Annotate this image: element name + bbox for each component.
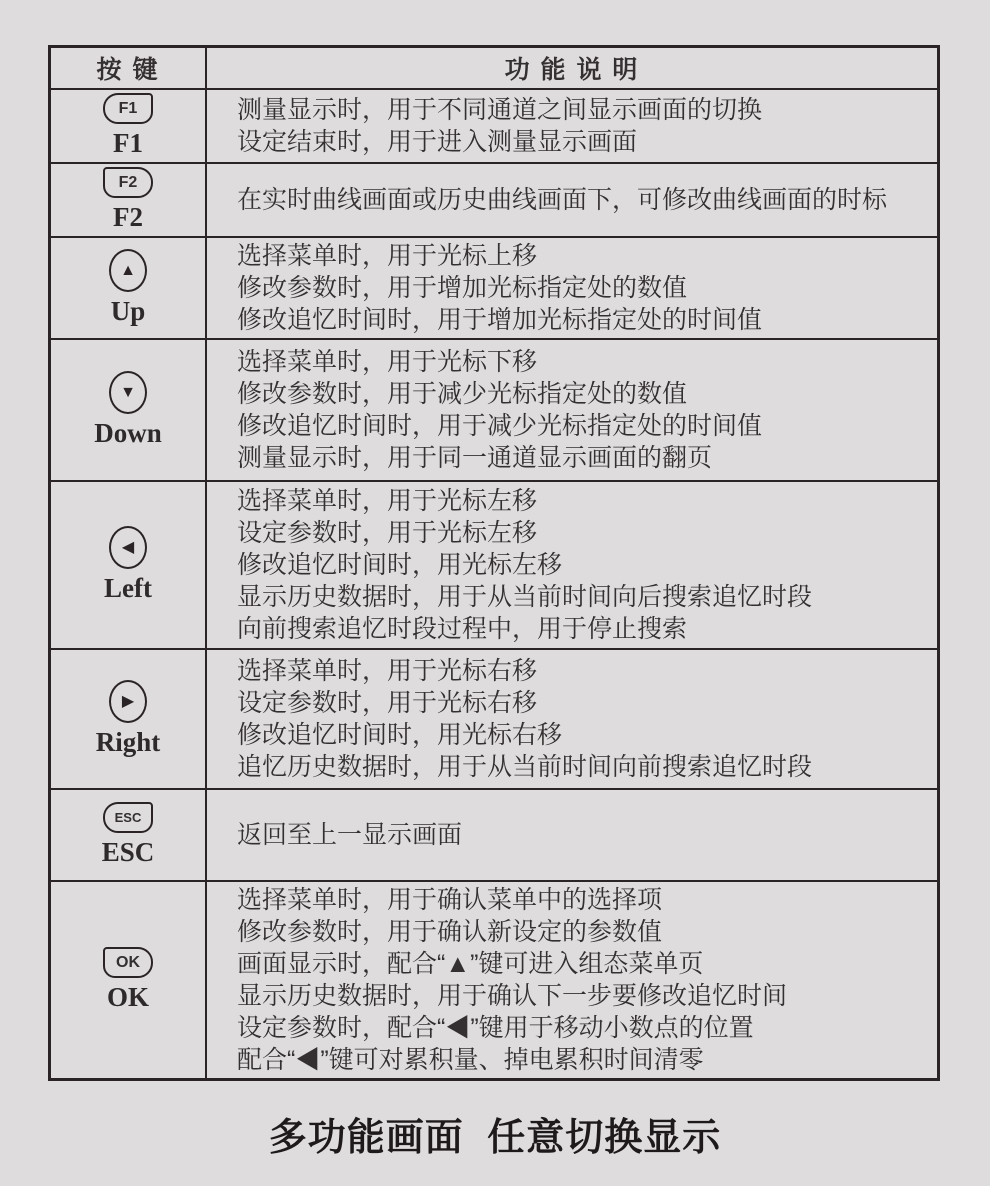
footer-section-title: 多功能画面 任意切换显示 [268,1117,722,1159]
ok-function-line-3: 画面显示时，配合“▲”键可进入组态菜单页 [237,950,704,978]
right-key-label: Right [95,727,161,757]
down-function-line-3: 修改追忆时间时，用于减少光标指定处的时间值 [237,412,763,440]
down-function-cell [205,340,937,480]
up-function-line-2: 修改参数时，用于增加光标指定处的数值 [237,274,688,302]
left-arrow-key-icon [109,526,147,569]
right-function-line-3: 修改追忆时间时，用光标右移 [237,721,563,749]
esc-keycap-text: ESC [114,810,142,825]
down-function-line-2: 修改参数时，用于减少光标指定处的数值 [237,380,688,408]
esc-function-cell [205,790,937,880]
left-function-line-3: 修改追忆时间时，用光标左移 [237,551,563,579]
up-function-line-3: 修改追忆时间时，用于增加光标指定处的时间值 [237,306,763,334]
esc-key-label: ESC [101,837,155,867]
ok-keycap-text: OK [116,953,140,971]
right-arrow-key-icon [109,680,147,723]
esc-key-cell [51,790,205,880]
left-function-line-5: 向前搜索追忆时段过程中，用于停止搜索 [237,615,688,643]
right-function-line-4: 追忆历史数据时，用于从当前时间向前搜索追忆时段 [237,753,813,781]
left-key-cell [51,482,205,648]
f1-key-icon [103,93,153,124]
down-function-line-4: 测量显示时，用于同一通道显示画面的翻页 [237,444,713,472]
key-row-f1 [51,88,937,162]
esc-key-icon [103,802,153,833]
up-key-label: Up [110,296,146,326]
f2-key-label: F2 [113,202,143,232]
ok-function-line-1: 选择菜单时，用于确认菜单中的选择项 [237,886,663,914]
header-function-column: 功 能 说 明 [205,48,937,88]
f1-key-cell [51,90,205,162]
ok-key-icon [103,947,153,978]
down-key-label: Down [94,418,162,448]
down-arrow-key-icon [109,371,147,414]
f2-key-cell [51,164,205,236]
f1-key-label: F1 [113,128,143,158]
f1-function-line-1: 测量显示时，用于不同通道之间显示画面的切换 [237,96,763,124]
key-row-left [51,480,937,648]
key-function-table [48,45,940,1081]
f1-function-cell [205,90,937,162]
up-function-line-1: 选择菜单时，用于光标上移 [237,242,538,270]
key-row-up [51,236,937,338]
up-key-cell [51,238,205,338]
key-row-right [51,648,937,788]
right-function-line-1: 选择菜单时，用于光标右移 [237,657,538,685]
up-arrow-glyph: ▲ [120,261,136,279]
left-function-cell [205,482,937,648]
down-function-line-1: 选择菜单时，用于光标下移 [237,348,538,376]
esc-function-line-1: 返回至上一显示画面 [237,821,463,849]
down-arrow-glyph: ▼ [120,383,136,401]
left-key-label: Left [104,573,152,603]
f1-function-line-2: 设定结束时，用于进入测量显示画面 [237,128,638,156]
ok-key-cell [51,882,205,1078]
left-arrow-glyph: ◀ [121,538,135,556]
key-row-f2 [51,162,937,236]
right-key-cell [51,650,205,788]
left-function-line-1: 选择菜单时，用于光标左移 [237,487,538,515]
key-row-esc [51,788,937,880]
left-function-line-4: 显示历史数据时，用于从当前时间向后搜索追忆时段 [237,583,813,611]
f1-keycap-text: F1 [118,99,138,117]
down-key-cell [51,340,205,480]
f2-keycap-text: F2 [118,173,138,191]
ok-function-cell [205,882,937,1078]
right-arrow-glyph: ▶ [121,692,135,710]
f2-key-icon [103,167,153,198]
key-row-down [51,338,937,480]
key-row-ok [51,880,937,1078]
header-key-column: 按 键 [96,56,160,84]
ok-function-line-5: 设定参数时，配合“◀”键用于移动小数点的位置 [237,1014,754,1042]
ok-key-label: OK [106,982,149,1012]
ok-function-line-2: 修改参数时，用于确认新设定的参数值 [237,918,663,946]
table-header-row [51,48,937,88]
ok-function-line-4: 显示历史数据时，用于确认下一步要修改追忆时间 [237,982,788,1010]
right-function-line-2: 设定参数时，用于光标右移 [237,689,538,717]
right-function-cell [205,650,937,788]
up-function-cell [205,238,937,338]
left-function-line-2: 设定参数时，用于光标左移 [237,519,538,547]
ok-function-line-6: 配合“◀”键可对累积量、掉电累积时间清零 [237,1046,704,1074]
f2-function-cell [205,164,937,236]
up-arrow-key-icon [109,249,147,292]
f2-function-line-1: 在实时曲线画面或历史曲线画面下，可修改曲线画面的时标 [237,186,888,214]
